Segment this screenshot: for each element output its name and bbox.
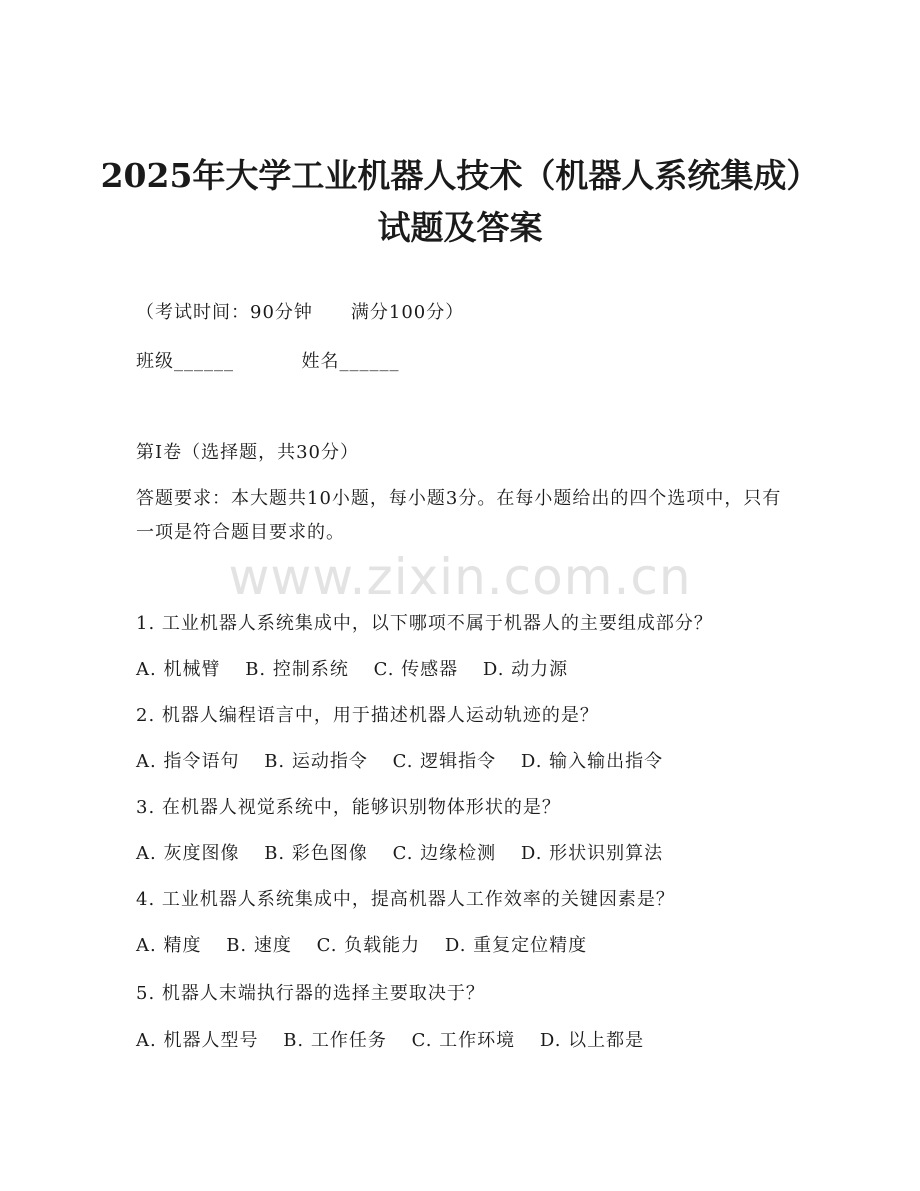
option-a: A. 机器人型号 xyxy=(136,1030,259,1051)
question-4: 4. 工业机器人系统集成中，提高机器人工作效率的关键因素是？ xyxy=(136,889,675,910)
student-info-row xyxy=(136,351,399,373)
option-a: A. 指令语句 xyxy=(136,751,240,772)
question-3: 3. 在机器人视觉系统中，能够识别物体形状的是？ xyxy=(136,797,561,818)
option-a: A. 灰度图像 xyxy=(136,843,240,864)
exam-info: （考试时间：90分钟 满分100分） xyxy=(136,302,465,323)
option-b: B. 运动指令 xyxy=(264,751,368,772)
question-2-options xyxy=(136,751,663,773)
question-3-options xyxy=(136,843,663,865)
option-a: A. 精度 xyxy=(136,935,202,956)
option-b: B. 控制系统 xyxy=(245,659,349,680)
option-b: B. 工作任务 xyxy=(283,1030,387,1051)
question-1-options xyxy=(136,659,568,681)
document-title: 2025年大学工业机器人技术（机器人系统集成）试题及答案 xyxy=(100,156,820,247)
question-2: 2. 机器人编程语言中，用于描述机器人运动轨迹的是？ xyxy=(136,705,599,726)
option-c: C. 边缘检测 xyxy=(392,843,497,864)
question-5-options xyxy=(136,1030,644,1052)
option-b: B. 速度 xyxy=(226,935,292,956)
option-d: D. 输入输出指令 xyxy=(520,751,664,772)
option-a: A. 机械臂 xyxy=(136,659,221,680)
option-c: C. 传感器 xyxy=(373,659,459,680)
name-label: 姓名______ xyxy=(301,351,400,372)
option-d: D. 重复定位精度 xyxy=(444,935,588,956)
class-label: 班级______ xyxy=(136,351,234,372)
option-d: D. 动力源 xyxy=(482,659,569,680)
option-c: C. 逻辑指令 xyxy=(392,751,497,772)
watermark: www.zixin.com.cn xyxy=(228,548,692,606)
option-c: C. 负载能力 xyxy=(316,935,421,956)
option-b: B. 彩色图像 xyxy=(264,843,368,864)
question-4-options xyxy=(136,935,587,957)
section-title: 第I卷（选择题，共30分） xyxy=(136,442,360,463)
option-d: D. 形状识别算法 xyxy=(520,843,664,864)
option-d: D. 以上都是 xyxy=(539,1030,645,1051)
question-1: 1. 工业机器人系统集成中，以下哪项不属于机器人的主要组成部分？ xyxy=(136,613,713,634)
option-c: C. 工作环境 xyxy=(411,1030,516,1051)
instructions: 答题要求：本大题共10小题，每小题3分。在每小题给出的四个选项中，只有一项是符合题目要求的。 xyxy=(136,488,782,543)
question-5: 5. 机器人末端执行器的选择主要取决于？ xyxy=(136,983,485,1004)
